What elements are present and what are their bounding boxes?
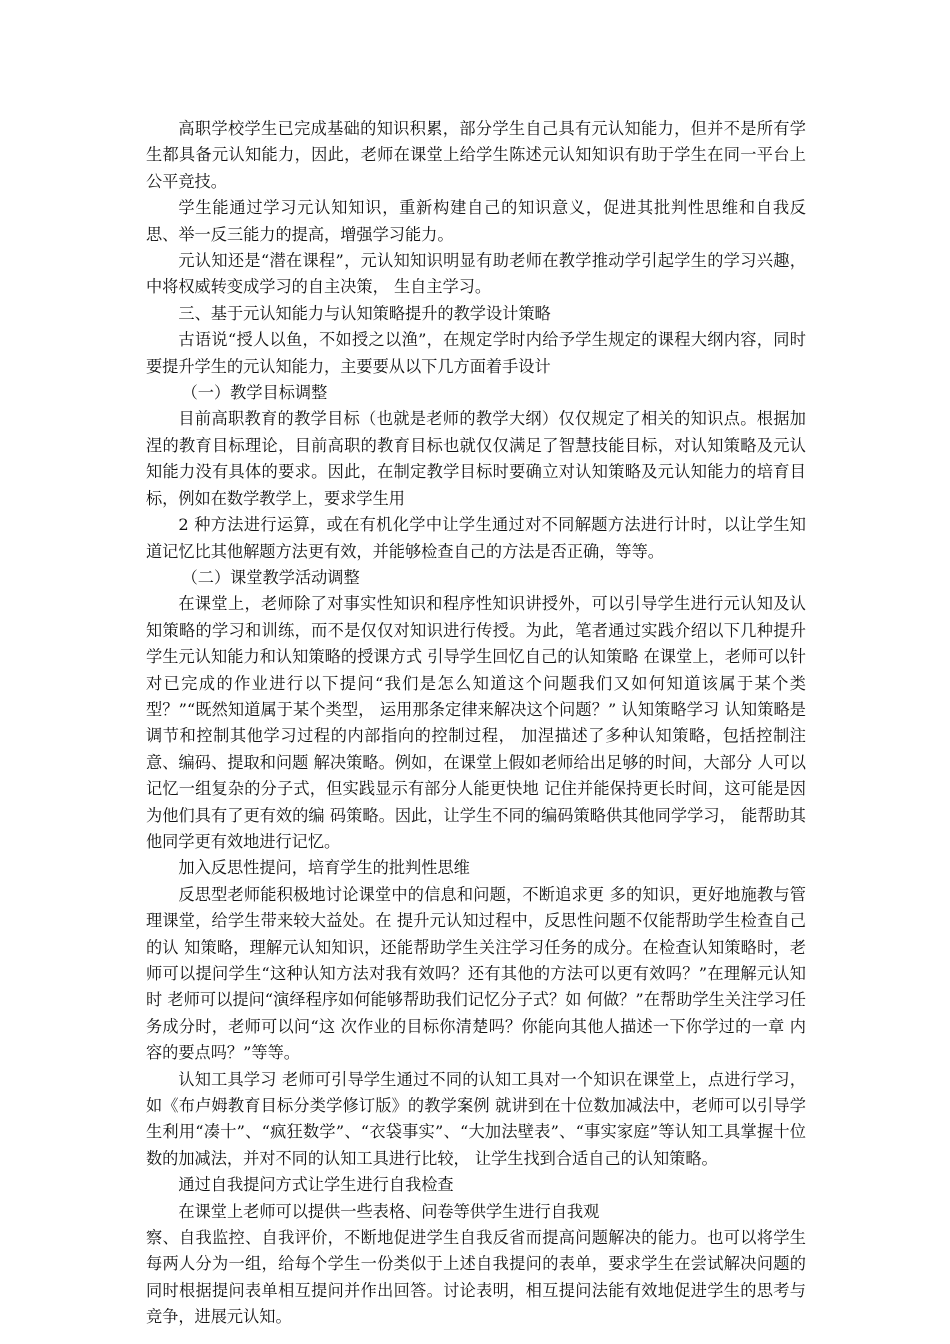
paragraph-11: 察、自我监控、自我评价，不断地促进学生自我反省而提高问题解决的能力。也可以将学生每两人分为一组，给每个学生一份类似于上述自我提问的表单，要求学生在尝试解决问题的同时根据提问表单相互提问并作出回答。讨论表明，相互提问法能有效地促进学生的思考与竞争，进展元认知。 xyxy=(146,1228,806,1327)
paragraph-1: 高职学校学生已完成基础的知识积累，部分学生自己具有元认知能力，但并不是所有学生都具备元认知能力，因此，老师在课堂上给学生陈述元认知知识有助于学生在同一平台上公平竞技。 xyxy=(146,119,806,191)
heading-reflective-questions: 加入反思性提问，培育学生的批判性思维 xyxy=(178,858,470,878)
paragraph-2: 学生能通过学习元认知知识，重新构建自己的知识意义，促进其批判性思维和自我反思、举一反三能力的提高，增强学习能力。 xyxy=(146,198,806,244)
paragraph-7: 在课堂上，老师除了对事实性知识和程序性知识讲授外，可以引导学生进行元认知及认知策略的学习和训练，而不是仅仅对知识进行传授。为此，笔者通过实践介绍以下几种提升学生元认知能力和认知策略的授课方式 引导学生回忆自己的认知策略 在课堂上，老师可以针对已完成的作业进行以下提问“我们是怎么知道这个问题我们又如何知道该属于某个类型？”“既然知道属于某个类型， 运用那条定律来解决这个问题？” 认知策略学习 认知策略是调节和控制其他学习过程的内部指向的控制过程， 加涅描述了多种认知策略，包括控制注意、编码、提取和问题 解决策略。例如，在课堂上假如老师给出足够的时间，大部分 人可以记忆一组复杂的分子式，但实践显示有部分人能更快地 记住并能保持更长时间，这可能是因为他们具有了更有效的编 码策略。因此，让学生不同的编码策略供其他同学学习， 能帮助其他同学更有效地进行记忆。 xyxy=(146,594,806,851)
section-heading-3: 三、基于元认知能力与认知策略提升的教学设计策略 xyxy=(178,303,551,323)
paragraph-6: 2 种方法进行运算，或在有机化学中让学生通过对不同解题方法进行计时，以让学生知道记忆比其他解题方法更有效，并能够检查自己的方法是否正确，等等。 xyxy=(146,515,806,561)
document-page xyxy=(146,116,806,1331)
paragraph-10: 在课堂上老师可以提供一些表格、问卷等供学生进行自我观 xyxy=(178,1201,600,1221)
paragraph-4: 古语说“授人以鱼，不如授之以渔”，在规定学时内给予学生规定的课程大纲内容，同时要提升学生的元认知能力，主要要从以下几方面着手设计 xyxy=(146,330,806,376)
paragraph-5: 目前高职教育的教学目标（也就是老师的教学大纲）仅仅规定了相关的知识点。根据加涅的教育目标理论，目前高职的教育目标也就仅仅满足了智慧技能目标，对认知策略及元认知能力没有具体的要求。因此，在制定教学目标时要确立对认知策略及元认知能力的培育目标，例如在数学教学上，要求学生用 xyxy=(146,409,806,508)
paragraph-3: 元认知还是“潜在课程”，元认知知识明显有助老师在教学推动学引起学生的学习兴趣，中将权威转变成学习的自主决策， 生自主学习。 xyxy=(146,251,806,297)
subsection-heading-1: （一）教学目标调整 xyxy=(181,383,328,403)
heading-self-questioning: 通过自我提问方式让学生进行自我检查 xyxy=(178,1175,454,1195)
paragraph-8: 反思型老师能积极地讨论课堂中的信息和问题，不断追求更 多的知识，更好地施教与管理课堂，给学生带来较大益处。在 提升元认知过程中，反思性问题不仅能帮助学生检查自己的认 知策略，理解元认知知识，还能帮助学生关注学习任务的成分。在检查认知策略时，老师可以提问学生“这种认知方法对我有效吗？还有其他的方法可以更有效吗？”在理解元认知时 老师可以提问“演绎程序如何能够帮助我们记忆分子式？如 何做？”在帮助学生关注学习任务成分时，老师可以问“这 次作业的目标你清楚吗？你能向其他人描述一下你学过的一章 内容的要点吗？”等等。 xyxy=(146,884,806,1063)
subsection-heading-2: （二）课堂教学活动调整 xyxy=(181,567,360,587)
paragraph-9: 认知工具学习 老师可引导学生通过不同的认知工具对一个知识在课堂上，点进行学习，如《布卢姆教育目标分类学修订版》的教学案例 就讲到在十位数加减法中，老师可以引导学生利用“凑十”、“疯狂数学”、“衣袋事实”、“大加法壁表”、“事实家庭”等认知工具掌握十位数的加减法，并对不同的认知工具进行比较， 让学生找到合适自己的认知策略。 xyxy=(146,1069,806,1168)
